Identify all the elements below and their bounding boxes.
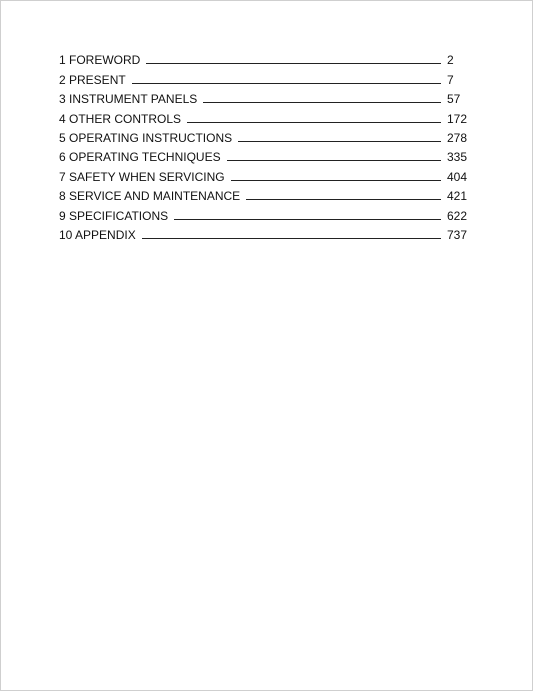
toc-leader-line <box>132 83 441 84</box>
toc-entry-title: 5 OPERATING INSTRUCTIONS <box>59 130 233 145</box>
toc-entry-page: 57 <box>447 92 461 107</box>
toc-entry-foreword[interactable] <box>59 48 473 67</box>
toc-entry-operating-instructions[interactable] <box>59 126 473 145</box>
table-of-contents <box>59 48 473 242</box>
toc-entry-other-controls[interactable] <box>59 106 473 125</box>
toc-leader-line <box>231 180 441 181</box>
toc-entry-page: 278 <box>447 130 468 145</box>
toc-entry-title: 9 SPECIFICATIONS <box>59 208 169 223</box>
toc-leader-line <box>203 102 441 103</box>
toc-leader-line <box>187 122 441 123</box>
toc-entry-page: 421 <box>447 189 468 204</box>
toc-entry-appendix[interactable] <box>59 223 473 242</box>
toc-entry-safety-when-servicing[interactable] <box>59 164 473 183</box>
toc-leader-line <box>146 63 441 64</box>
toc-entry-title: 1 FOREWORD <box>59 53 141 68</box>
toc-entry-title: 8 SERVICE AND MAINTENANCE <box>59 189 241 204</box>
toc-entry-page: 737 <box>447 227 468 242</box>
toc-entry-page: 335 <box>447 150 468 165</box>
toc-entry-page: 172 <box>447 111 468 126</box>
toc-entry-title: 3 INSTRUMENT PANELS <box>59 92 198 107</box>
toc-entry-title: 10 APPENDIX <box>59 227 136 242</box>
toc-leader-line <box>238 141 441 142</box>
toc-entry-present[interactable] <box>59 67 473 86</box>
toc-entry-title: 7 SAFETY WHEN SERVICING <box>59 169 225 184</box>
toc-entry-page: 404 <box>447 169 468 184</box>
toc-entry-title: 4 OTHER CONTROLS <box>59 111 182 126</box>
toc-entry-operating-techniques[interactable] <box>59 145 473 164</box>
toc-entry-specifications[interactable] <box>59 203 473 222</box>
toc-entry-title: 2 PRESENT <box>59 72 126 87</box>
toc-leader-line <box>227 160 441 161</box>
toc-entry-page: 2 <box>447 53 454 68</box>
toc-leader-line <box>142 238 441 239</box>
toc-entry-instrument-panels[interactable] <box>59 87 473 106</box>
toc-leader-line <box>174 219 441 220</box>
toc-entry-page: 622 <box>447 208 468 223</box>
toc-entry-title: 6 OPERATING TECHNIQUES <box>59 150 221 165</box>
toc-entry-page: 7 <box>447 72 454 87</box>
toc-leader-line <box>246 199 441 200</box>
toc-entry-service-and-maintenance[interactable] <box>59 184 473 203</box>
